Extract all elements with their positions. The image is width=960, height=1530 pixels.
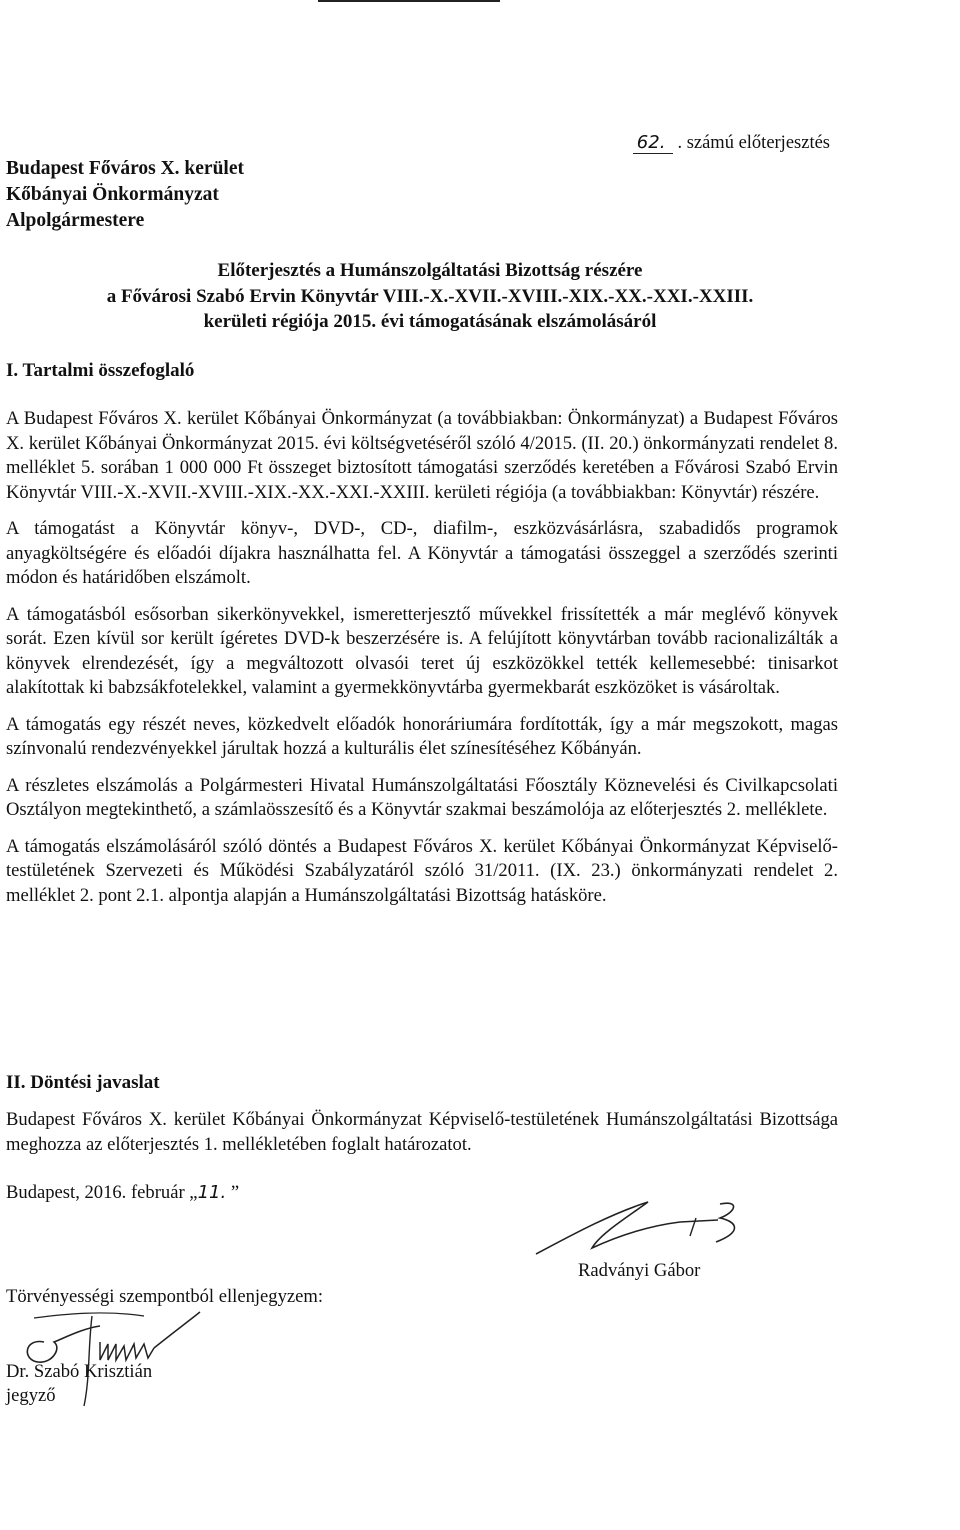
sender-line-3: Alpolgármestere — [6, 210, 145, 231]
subject-line-3: kerületi régiója 2015. évi támogatásának elszámolásáról — [203, 311, 657, 332]
paragraph-5: A részletes elszámolás a Polgármesteri Hivatal Humánszolgáltatási Főosztály Köznevelési és Civilkapcsolati Osztályon megtekinthető, a számlaösszesítő és a Könyvtár szakmai beszámolója az előterjesztés 2. melléklete. — [6, 774, 838, 820]
subject-line-1: Előterjesztés a Humánszolgáltatási Bizottság részére — [217, 260, 643, 281]
decision-text: Budapest Főváros X. kerület Kőbányai Önkormányzat Képviselő-testületének Humánszolgáltatási Bizottsága meghozza az előterjesztés 1. mellékletében foglalt határozatot. — [6, 1109, 838, 1155]
notary-title: jegyző — [6, 1385, 56, 1406]
date-prefix: Budapest, 2016. február „ — [6, 1182, 198, 1203]
paragraph-6: A támogatás elszámolásáról szóló döntés a Budapest Főváros X. kerület Kőbányai Önkormányzat Képviselő-testületének Szervezeti és Működési Szabályzatáról szóló 31/2011. (IX. 23.) önkormányzati rendelet 2. melléklet 2. pont 2.1. alpontja alapján a Humánszolgáltatási Bizottság hatásköre. — [6, 835, 838, 906]
section-2-heading: II. Döntési javaslat — [6, 1072, 160, 1093]
subject-line-2: a Fővárosi Szabó Ervin Könyvtár VIII.-X.-XVII.-XVIII.-XIX.-XX.-XXI.-XXIII. — [106, 285, 754, 307]
mayor-signature — [530, 1196, 760, 1266]
sender-line-1: Budapest Főváros X. kerület — [6, 158, 244, 179]
paragraph-4: A támogatás egy részét neves, közkedvelt előadók honoráriumára fordították, így a már megszokott, magas színvonalú rendezvényekkel járultak hozzá a kulturális élet színesítéséhez Kőbányán. — [6, 713, 838, 759]
paragraph-2: A támogatást a Könyvtár könyv-, DVD-, CD-, diafilm-, eszközvásárlásra, szabadidős programok anyagköltségére és előadói díjakra használhatta fel. A Könyvtár a támogatási összeggel a szerződés szerinti módon és határidőben elszámolt. — [6, 518, 838, 588]
notary-block — [6, 1360, 152, 1408]
notary-name: Dr. Szabó Krisztián — [6, 1361, 153, 1382]
section-1-heading: I. Tartalmi összefoglaló — [6, 360, 195, 381]
paragraph-3: A támogatásból esősorban sikerkönyvekkel, ismeretterjesztő művekkel frissítették a már meglévő könyvek sorát. Ezen kívül sor került ígéretes DVD-k beszerzésére is. A felújított könyvtárban tovább racionalizálták a könyvek elrendezését, így a megváltozott olvasói teret új eszközökkel tették kellemesebbé: tinisarkot alakítottak ki babzsákfotelekkel, valamint a gyermekkönyvtárba gyermekbarát eszközöket is vásároltak. — [6, 603, 838, 698]
subject-block — [0, 258, 860, 335]
date-suffix: ” — [226, 1182, 240, 1203]
handwritten-day: 11. — [197, 1182, 227, 1203]
date-line — [6, 1182, 239, 1204]
top-rule — [318, 0, 500, 2]
section-1-body — [6, 407, 838, 920]
sender-line-2: Kőbányai Önkormányzat — [6, 184, 219, 205]
number-label: . számú előterjesztés — [677, 133, 830, 153]
proposal-number — [633, 132, 830, 154]
handwritten-number: 62. — [633, 132, 674, 154]
legal-countersign-label: Törvényességi szempontból ellenjegyzem: — [6, 1286, 324, 1307]
mayor-name: Radványi Gábor — [578, 1260, 701, 1281]
sender-block — [6, 156, 244, 234]
paragraph-1: A Budapest Főváros X. kerület Kőbányai Önkormányzat (a továbbiakban: Önkormányzat) a Budapest Főváros X. kerület Kőbányai Önkormányzat 2015. évi költségvetéséről szóló 4/2015. (II. 20.) önkormányzati rendelet 8. melléklet 5. sorában 1 000 000 Ft összeget biztosított támogatási szerződés keretében a Fővárosi Szabó Ervin Könyvtár VIII.-X.-XVII.-XVIII.-XIX.-XX.-XXI.-XXIII. kerületi régiója (a továbbiakban: Könyvtár) részére. — [6, 408, 838, 503]
